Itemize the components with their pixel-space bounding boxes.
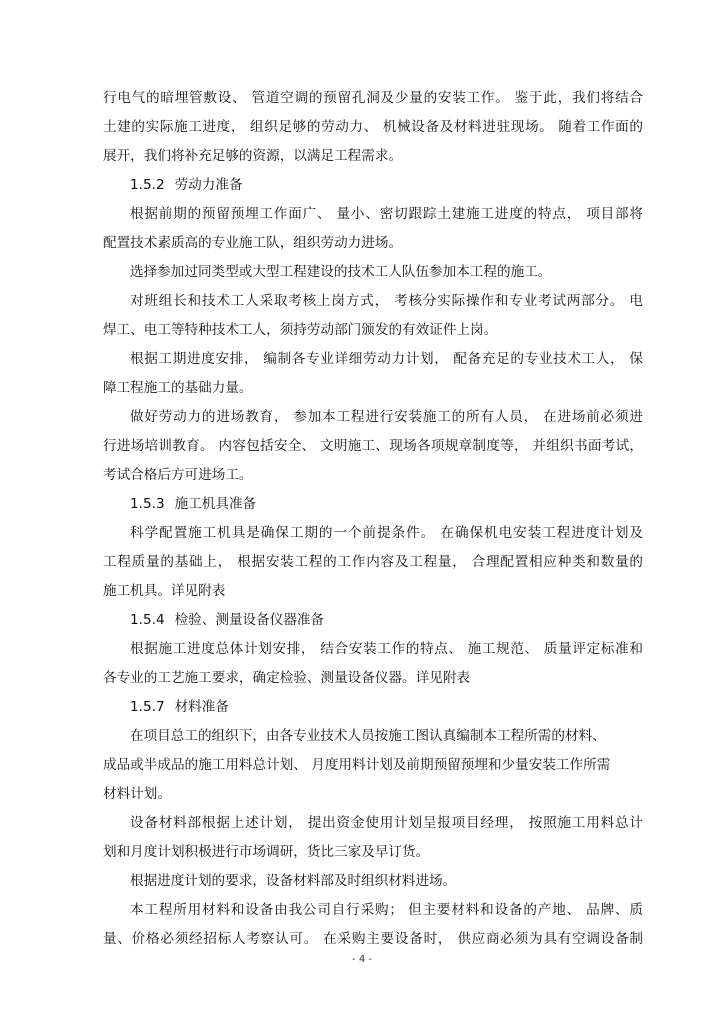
- section-heading: [103, 606, 643, 635]
- paragraph-line: 本工程所用材料和设备由我公司自行采购； 但主要材料和设备的产地、 品牌、质: [130, 902, 643, 918]
- paragraph-line: 配置技术素质高的专业施工队，组织劳动力进场。: [103, 235, 403, 251]
- paragraph-line: 根据进度计划的要求，设备材料部及时组织材料进场。: [130, 873, 457, 889]
- paragraph-line: 在项目总工的组织下，由各专业技术人员按施工图认真编制本工程所需的材料、: [130, 728, 606, 744]
- section-heading: [103, 171, 643, 200]
- paragraph-line: 展开，我们将补充足够的资源，以满足工程需求。: [103, 148, 403, 164]
- paragraph-line: 科学配置施工机具是确保工期的一个前提条件。 在确保机电安装工程进度计划及: [130, 525, 643, 541]
- paragraph-line: 量、价格必须经招标人考察认可。 在采购主要设备时， 供应商必须为具有空调设备制: [103, 931, 643, 947]
- paragraph-line: 根据施工进度总体计划安排， 结合安装工作的特点、 施工规范、 质量评定标准和: [130, 641, 643, 657]
- section-heading: [103, 693, 643, 722]
- paragraph-line: 焊工、电工等特种技术工人，须持劳动部门颁发的有效证件上岗。: [103, 322, 498, 338]
- paragraph-line: 各专业的工艺施工要求，确定检验、测量设备仪器。详见附表: [103, 670, 471, 686]
- paragraph-line: 选择参加过同类型或大型工程建设的技术工人队伍参加本工程的施工。: [130, 264, 552, 280]
- paragraph-line: 做好劳动力的进场教育， 参加本工程进行安装施工的所有人员， 在进场前必须进: [130, 409, 643, 425]
- section-number: 1.5.2: [130, 177, 165, 193]
- section-title: 劳动力准备: [174, 177, 243, 193]
- section-title: 施工机具准备: [174, 496, 257, 512]
- section-title: 检验、测量设备仪器准备: [174, 612, 325, 628]
- paragraph-line: 考试合格后方可进场工。: [103, 467, 253, 483]
- paragraph-line: 材料计划。: [103, 786, 171, 802]
- paragraph-line: 行进场培训教育。 内容包括安全、 文明施工、现场各项规章制度等， 并组织书面考试，: [103, 438, 643, 454]
- section-title: 材料准备: [174, 699, 229, 715]
- paragraph-line: 行电气的暗埋管敷设、 管道空调的预留孔洞及少量的安装工作。 鉴于此，我们将结合: [103, 90, 643, 106]
- paragraph-line: 障工程施工的基础力量。: [103, 380, 253, 396]
- paragraph-line: 设备材料部根据上述计划， 提出资金使用计划呈报项目经理， 按照施工用料总计: [130, 815, 643, 831]
- paragraph-line: 土建的实际施工进度， 组织足够的劳动力、 机械设备及材料进驻现场。 随着工作面的: [103, 119, 643, 135]
- section-number: 1.5.3: [130, 496, 165, 512]
- paragraph-line: 根据工期进度安排， 编制各专业详细劳动力计划， 配备充足的专业技术工人， 保: [130, 351, 643, 367]
- paragraph-line: 根据前期的预留预埋工作面广、 量小、密切跟踪土建施工进度的特点， 项目部将: [130, 206, 643, 222]
- document-body: [103, 84, 643, 954]
- section-number: 1.5.7: [130, 699, 165, 715]
- paragraph-line: 对班组长和技术工人采取考核上岗方式， 考核分实际操作和专业考试两部分。 电: [130, 293, 643, 309]
- paragraph-line: 施工机具。详见附表: [103, 583, 226, 599]
- page-number: - 4 -: [352, 954, 372, 965]
- section-heading: [103, 490, 643, 519]
- paragraph-line: 成品或半成品的施工用料总计划、 月度用料计划及前期预留预埋和少量安装工作所需: [103, 757, 611, 773]
- paragraph-line: 工程质量的基础上， 根据安装工程的工作内容及工程量， 合理配置相应种类和数量的: [103, 554, 643, 570]
- section-number: 1.5.4: [130, 612, 165, 628]
- paragraph-line: 划和月度计划积极进行市场调研，货比三家及早订货。: [103, 844, 430, 860]
